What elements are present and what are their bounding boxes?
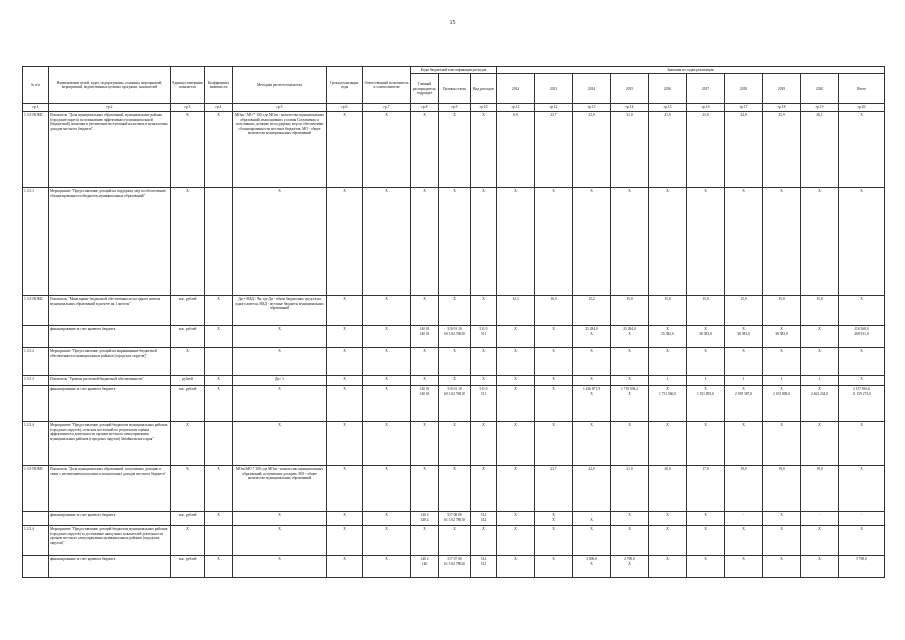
row-method: Дн / 1 — [233, 376, 327, 386]
row-coef: Х — [205, 326, 233, 348]
row-num — [23, 326, 49, 348]
row-terms: Х — [327, 348, 363, 376]
row-unit: Х — [171, 188, 205, 296]
row-resp: Х — [363, 512, 411, 526]
header-year: 2016 — [649, 74, 687, 104]
index-cell: гр.8 — [411, 104, 439, 112]
row-num — [23, 556, 49, 578]
row-grbs: Х — [411, 348, 439, 376]
row-num: 1.3.5-ПОМ2 — [23, 296, 49, 326]
row-value: Х — [763, 526, 801, 556]
row-value: 1 — [725, 376, 763, 386]
row-value: Х — [497, 386, 535, 422]
header-row-1 — [23, 67, 885, 74]
header-bk-cs: Целевая статья — [439, 74, 471, 104]
row-coef — [205, 422, 233, 466]
row-cs: Х — [439, 296, 471, 326]
row-value: 26,1 — [801, 112, 839, 188]
row-unit: тыс. рублей — [171, 386, 205, 422]
row-grbs: Х — [411, 112, 439, 188]
row-terms: Х — [327, 386, 363, 422]
row-value: Х 1 811 893,0 — [687, 386, 725, 422]
header-terms: Сроки реализации, годы — [327, 67, 363, 104]
row-total: Х — [839, 422, 885, 466]
row-value: Х — [687, 526, 725, 556]
row-value: Х — [801, 556, 839, 578]
row-value: - — [725, 512, 763, 526]
header-year: 2018 — [725, 74, 763, 104]
index-cell: гр.12 — [535, 104, 573, 112]
row-resp: Х — [363, 386, 411, 422]
row-value: Х 35 382,0 — [649, 326, 687, 348]
row-value: Х — [649, 188, 687, 296]
row-value: 16,5 — [535, 296, 573, 326]
row-value: Х — [649, 526, 687, 556]
row-value: Х — [497, 326, 535, 348]
row-cs: Х — [439, 376, 471, 386]
row-value: Х — [725, 556, 763, 578]
row-value: 23,7 — [535, 466, 573, 512]
row-total: Х — [839, 188, 885, 296]
row-vr: 511 0 511 — [471, 326, 497, 348]
row-total: 116 568,0 268 911,0 — [839, 326, 885, 348]
row-value: 3 000,0 Х — [573, 556, 611, 578]
row-resp: Х — [363, 526, 411, 556]
index-cell: гр.15 — [649, 104, 687, 112]
row-terms: Х — [327, 466, 363, 512]
row-name: Мероприятие "Предоставление дотаций бюджетам муниципальных районов (городских округов) за достижение наилучших показателей деятельности органов местного самоуправления муниципальных районов (городских округов)" — [49, 526, 171, 556]
header-resp: Ответственный исполнитель и соисполнители — [363, 67, 411, 104]
row-value: Х — [763, 556, 801, 578]
row-value: Х — [535, 422, 573, 466]
row-value: 23,0 — [573, 112, 611, 188]
row-value: 23,7 — [535, 112, 573, 188]
row-value: Х — [725, 422, 763, 466]
index-cell: гр.4 — [205, 104, 233, 112]
row-coef: Х — [205, 466, 233, 512]
row-method: Х — [233, 348, 327, 376]
header-values-group: Значения по годам реализации — [497, 67, 885, 74]
row-unit: Х — [171, 422, 205, 466]
row-resp: Х — [363, 376, 411, 386]
row-value: 1 — [687, 376, 725, 386]
row-value: 15,2 — [573, 296, 611, 326]
row-value: Х — [687, 188, 725, 296]
table-row — [23, 556, 885, 578]
row-value: 1 — [801, 376, 839, 386]
row-value: Х — [725, 188, 763, 296]
row-unit: Х — [171, 526, 205, 556]
row-terms: Х — [327, 526, 363, 556]
row-coef: Х — [205, 376, 233, 386]
row-value: Х — [497, 422, 535, 466]
row-value: Х — [801, 526, 839, 556]
table-row — [23, 348, 885, 376]
row-name: финансирование за счет краевого бюджета — [49, 326, 171, 348]
row-value: Х — [497, 188, 535, 296]
row-value: Х — [535, 188, 573, 296]
header-coef: Коэффициент значимости — [205, 67, 233, 104]
row-value: Х — [535, 526, 573, 556]
row-value: 15,0 — [649, 296, 687, 326]
program-table — [22, 66, 885, 578]
row-value: - — [801, 512, 839, 526]
row-name: финансирование за счет краевого бюджета — [49, 386, 171, 422]
row-vr: Х — [471, 188, 497, 296]
row-resp: Х — [363, 112, 411, 188]
row-value: 20,0 — [649, 466, 687, 512]
row-value: Х 2 463 234,0 — [801, 386, 839, 422]
row-grbs: Х — [411, 188, 439, 296]
row-cs: 517 07 00 61 3 02 78020 — [439, 556, 471, 578]
row-value: 25 284,0 Х — [573, 326, 611, 348]
row-value: 19,0 — [725, 466, 763, 512]
row-value: 31,0 — [611, 112, 649, 188]
row-cs: Х — [439, 422, 471, 466]
row-value: Х — [649, 348, 687, 376]
header-bk-group: Коды бюджетной классификации расходов — [411, 67, 497, 74]
table-row — [23, 422, 885, 466]
index-cell: гр.9 — [439, 104, 471, 112]
index-cell: гр.11 — [497, 104, 535, 112]
index-cell: гр.19 — [801, 104, 839, 112]
table-row — [23, 386, 885, 422]
row-num: 1.3.5-ПОМ1 — [23, 112, 49, 188]
row-value: Х 2 399 387,0 — [725, 386, 763, 422]
header-bk-vr: Вид расходов — [471, 74, 497, 104]
row-value: Х — [535, 348, 573, 376]
row-total: Х — [839, 466, 885, 512]
row-value: Х 38 383,0 — [687, 326, 725, 348]
row-value: Х 38 383,0 — [725, 326, 763, 348]
index-cell: гр.13 — [573, 104, 611, 112]
index-cell: гр.16 — [687, 104, 725, 112]
row-grbs: Х — [411, 376, 439, 386]
index-cell: гр.10 — [471, 104, 497, 112]
row-coef: Х — [205, 512, 233, 526]
row-name: Показатель "Доля муниципальных образований, получивших дотацию в связи с увеличением налоговых и неналоговых доходов местного бюджета" — [49, 466, 171, 512]
row-value: Х — [535, 386, 573, 422]
row-coef: Х — [205, 112, 233, 188]
row-unit: тыс. рублей — [171, 326, 205, 348]
row-num: 1.3.5.4 — [23, 422, 49, 466]
row-name: финансирование за счет краевого бюджета — [49, 512, 171, 526]
row-vr: Х — [471, 112, 497, 188]
row-name: Мероприятие "Предоставление дотаций на поддержку мер по обеспечению сбалансированности бюджетов муниципальных образований" — [49, 188, 171, 296]
row-value: Х — [763, 512, 801, 526]
header-name: Наименование целей, задач, подпрограммы, основных мероприятий, мероприятий, ведомственных целевых программ, показателей — [49, 67, 171, 104]
row-name: Показатель "Доля муниципальных образований, муниципальные районы (городские округа) по повышению эффективности муниципальной (бюджетной) политики в увеличении поступлений налоговых и неналоговых доходов местного бюджета" — [49, 112, 171, 188]
row-terms: Х — [327, 512, 363, 526]
row-grbs: 140 01 140 01 — [411, 326, 439, 348]
row-num: 1.3.5.4 — [23, 526, 49, 556]
row-total: Х — [839, 348, 885, 376]
row-resp: Х — [363, 326, 411, 348]
row-value: Х 1 751 560,0 — [649, 386, 687, 422]
row-value: Х — [725, 348, 763, 376]
header-method: Методика расчета показателя — [233, 67, 327, 104]
row-value: Х — [611, 376, 649, 386]
row-cs: Х — [439, 466, 471, 512]
row-grbs: 140 2 140 — [411, 556, 439, 578]
row-value: Х — [611, 422, 649, 466]
row-resp: Х — [363, 296, 411, 326]
index-row — [23, 104, 885, 112]
header-num: № п/п — [23, 67, 49, 104]
row-vr: Х — [471, 348, 497, 376]
row-grbs: Х — [411, 296, 439, 326]
row-unit: % — [171, 466, 205, 512]
row-method: Х — [233, 386, 327, 422]
row-terms: Х — [327, 326, 363, 348]
row-resp: Х — [363, 422, 411, 466]
row-coef — [205, 348, 233, 376]
row-terms: Х — [327, 422, 363, 466]
row-value: Х — [763, 188, 801, 296]
table-row — [23, 112, 885, 188]
row-value: Х Х — [535, 512, 573, 526]
row-vr: Х — [471, 376, 497, 386]
row-total: 3 137 816,6 11 159 273,0 — [839, 386, 885, 422]
row-value: Х — [497, 376, 535, 386]
row-value: 1 426 871,9 Х — [573, 386, 611, 422]
row-value: Х — [687, 348, 725, 376]
row-value: 19,0 — [801, 466, 839, 512]
row-value: Х — [497, 512, 535, 526]
row-value: Х 2 103 809,0 — [763, 386, 801, 422]
row-value: 24,8 — [725, 112, 763, 188]
row-method: Дн = МБД / Чн, где Дн - объем бюджетных средств на одного жителя, МБД - местные бюджеты муниципальных образований — [233, 296, 327, 326]
row-value: Х — [611, 512, 649, 526]
row-method: МОэк/МО * 100, где МОэк - количество муниципальных образований, получивших дотацию, МО - общее количество муниципальных образований — [233, 466, 327, 512]
header-year: 2015 — [611, 74, 649, 104]
row-value: 21,9 — [649, 112, 687, 188]
row-coef — [205, 188, 233, 296]
row-value: 15,0 — [687, 296, 725, 326]
row-vr: Х — [471, 296, 497, 326]
row-unit: рублей — [171, 376, 205, 386]
row-value: Х — [573, 348, 611, 376]
index-cell: гр.20 — [839, 104, 885, 112]
row-value: Х — [573, 526, 611, 556]
row-value: 0,9 — [497, 112, 535, 188]
row-resp: Х — [363, 466, 411, 512]
row-grbs: Х — [411, 526, 439, 556]
row-num: 1.3.5.2 — [23, 348, 49, 376]
row-value: Х — [497, 348, 535, 376]
row-value: Х — [801, 188, 839, 296]
row-grbs: Х — [411, 466, 439, 512]
index-cell: гр.7 — [363, 104, 411, 112]
row-value: Х — [497, 466, 535, 512]
row-unit: тыс. рублей — [171, 296, 205, 326]
row-value: Х — [687, 422, 725, 466]
row-cs: 517 08 00 61 3 02 78010 — [439, 512, 471, 526]
row-cs: Х — [439, 348, 471, 376]
row-resp: Х — [363, 556, 411, 578]
row-value: Х — [611, 526, 649, 556]
row-value: Х — [763, 348, 801, 376]
row-cs: Х — [439, 188, 471, 296]
row-value: 1 710 694,2 Х — [611, 386, 649, 422]
row-total: Х — [839, 112, 885, 188]
row-coef: Х — [205, 296, 233, 326]
row-name: финансирование за счет краевого бюджета — [49, 556, 171, 578]
row-resp: Х — [363, 348, 411, 376]
row-cs: Х — [439, 526, 471, 556]
row-method: Х — [233, 188, 327, 296]
row-vr: Х — [471, 526, 497, 556]
row-value: Х — [497, 556, 535, 578]
row-value: 12,3 — [497, 296, 535, 326]
row-terms: Х — [327, 556, 363, 578]
row-value: 23,0 — [687, 112, 725, 188]
row-value: 21,0 — [611, 466, 649, 512]
table-row — [23, 296, 885, 326]
row-value: Х — [535, 556, 573, 578]
row-total: Х — [839, 526, 885, 556]
index-cell: гр.14 — [611, 104, 649, 112]
index-cell: гр.18 — [763, 104, 801, 112]
row-resp: Х — [363, 188, 411, 296]
row-num — [23, 512, 49, 526]
row-value: Х — [801, 348, 839, 376]
row-name: Мероприятие "Предоставление дотаций на выравнивание бюджетной обеспеченности муниципальных районов (городских округов)" — [49, 348, 171, 376]
header-unit: Единица измерения показателя — [171, 67, 205, 104]
row-value: Х — [687, 556, 725, 578]
row-value: 15,0 — [801, 296, 839, 326]
row-value: Х — [801, 422, 839, 466]
row-terms: Х — [327, 376, 363, 386]
row-value: Х — [573, 188, 611, 296]
index-cell: гр.5 — [233, 104, 327, 112]
row-value: 2 700,0 Х — [611, 556, 649, 578]
row-method: МОэк / МО * 100, где МОэк - количество муниципальных образований, выполнивших условия Соглашения и получивших дотацию на поддержку мер по обеспечению сбалансированности местных бюджетов, МО - общее количество муниципальных образований — [233, 112, 327, 188]
header-year: 2014 — [573, 74, 611, 104]
page-number: 15 — [449, 20, 456, 26]
row-value: 1 — [763, 376, 801, 386]
row-total: Х — [839, 296, 885, 326]
row-num: 1.3.5-ПОМ3 — [23, 466, 49, 512]
header-bk-grbs: Главный распорядитель, подраздел — [411, 74, 439, 104]
row-total: 5 700,0 — [839, 556, 885, 578]
row-value: Х — [611, 348, 649, 376]
row-total: - — [839, 512, 885, 526]
row-unit: Х — [171, 348, 205, 376]
header-year: 2012 — [497, 74, 535, 104]
row-cs: 510 01 10 60 3 02 76010 — [439, 386, 471, 422]
header-year: 2017 — [687, 74, 725, 104]
index-cell: гр.3 — [171, 104, 205, 112]
row-value: Х — [763, 422, 801, 466]
row-terms: Х — [327, 188, 363, 296]
table-row — [23, 188, 885, 296]
row-value: 25,9 — [763, 112, 801, 188]
row-name: Мероприятие "Предоставление дотаций бюджетам муниципальных районов (городских округов), сельских поселений по результатам оценки эффективности деятельности органов местного самоуправления муниципальных районов (городских округов) Забайкальского края" — [49, 422, 171, 466]
row-total: Х — [839, 376, 885, 386]
index-cell: гр.17 — [725, 104, 763, 112]
row-value: Х — [573, 422, 611, 466]
header-year: 2013 — [535, 74, 573, 104]
header-year: 2019 — [763, 74, 801, 104]
row-num: 1.3.5.1 — [23, 188, 49, 296]
table-row — [23, 512, 885, 526]
row-method: Х — [233, 326, 327, 348]
row-value: Х — [725, 526, 763, 556]
row-value: Х — [611, 188, 649, 296]
header-year: 2020 — [801, 74, 839, 104]
row-name: Показатель "Мониторинг бюджетной обеспеченности на одного жителя муниципальных образований в расчете на 1 жителя" — [49, 296, 171, 326]
row-method: Х — [233, 512, 327, 526]
table-row — [23, 526, 885, 556]
index-cell: гр.2 — [49, 104, 171, 112]
row-grbs: 140 01 140 01 — [411, 386, 439, 422]
row-unit: тыс. рублей — [171, 512, 205, 526]
row-value: Х — [649, 422, 687, 466]
table-row — [23, 326, 885, 348]
index-cell: гр.1 — [23, 104, 49, 112]
row-value: 22,0 — [573, 466, 611, 512]
row-grbs: Х — [411, 422, 439, 466]
row-coef — [205, 526, 233, 556]
row-method: Х — [233, 526, 327, 556]
row-value: Х — [649, 556, 687, 578]
row-cs: Х — [439, 112, 471, 188]
row-vr: 512 512 — [471, 556, 497, 578]
row-value: 1 — [649, 376, 687, 386]
row-num: 1.3.5.3 — [23, 376, 49, 386]
table-row — [23, 466, 885, 512]
row-terms: Х — [327, 112, 363, 188]
row-value: Х — [687, 512, 725, 526]
row-value: Х — [649, 512, 687, 526]
row-vr: 512 512 — [471, 512, 497, 526]
index-cell: гр.6 — [327, 104, 363, 112]
table-row — [23, 376, 885, 386]
row-coef: Х — [205, 386, 233, 422]
row-vr: 511 0 511 — [471, 386, 497, 422]
row-grbs: 140 2 140 2 — [411, 512, 439, 526]
row-unit: тыс. рублей — [171, 556, 205, 578]
row-unit: % — [171, 112, 205, 188]
row-coef: Х — [205, 556, 233, 578]
row-value: 15,0 — [725, 296, 763, 326]
row-value: Х — [535, 376, 573, 386]
row-num — [23, 386, 49, 422]
row-value: 19,0 — [763, 466, 801, 512]
row-value: Х — [573, 376, 611, 386]
row-method: Х — [233, 422, 327, 466]
row-value: Х — [497, 526, 535, 556]
row-value: - Х — [573, 512, 611, 526]
row-vr: Х — [471, 466, 497, 512]
row-value: 15,0 — [611, 296, 649, 326]
row-value: 15,0 — [763, 296, 801, 326]
row-cs: 510 01 10 60 3 02 76030 — [439, 326, 471, 348]
row-terms: Х — [327, 296, 363, 326]
row-method: Х — [233, 556, 327, 578]
row-value: Х 38 383,0 — [763, 326, 801, 348]
row-value: Х — [535, 326, 573, 348]
row-value: Х — [801, 326, 839, 348]
row-vr: Х — [471, 422, 497, 466]
row-value: 25 284,0 Х — [611, 326, 649, 348]
header-total: Итого — [839, 74, 885, 104]
row-name: Показатель "Уровень расчетной бюджетной обеспеченности" — [49, 376, 171, 386]
row-value: 17,0 — [687, 466, 725, 512]
